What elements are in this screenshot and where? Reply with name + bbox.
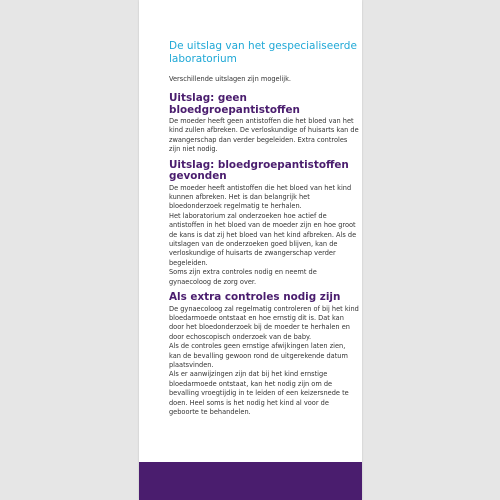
paragraph: De moeder heeft geen antistoffen die het bloed van het kind zullen afbreken. De verloskundige of huisarts kan de zwangerschap dan verder begeleiden. Extra controles zijn niet nodig. xyxy=(169,117,359,154)
paragraph: Het laboratorium zal onderzoeken hoe actief de antistoffen in het bloed van de moeder zijn en hoe groot de kans is dat zij het bloed van het kind afbreken. Als de uitslagen van de onderzoeken goed blijven, kan de verloskundige of huisarts de zwangerschap verder begeleiden. xyxy=(169,211,357,267)
document-page xyxy=(139,0,362,500)
section-heading-extra-controles: Als extra controles nodig zijn xyxy=(169,291,341,304)
document-content xyxy=(169,40,359,422)
section-heading-antistoffen-gevonden: Uitslag: bloedgroepantistoffen gevonden xyxy=(169,158,349,183)
paragraph: Als de controles geen ernstige afwijkingen laten zien, kan de bevalling gewoon rond de uitgerekende datum plaatsvinden. xyxy=(169,342,348,370)
paragraph: Als er aanwijzingen zijn dat bij het kind ernstige bloedarmoede ontstaat, kan het nodig zijn om de bevalling vroegtijdig in te leiden of een keizersnede te doen. Heel soms is het nodig het kind al voor de geboorte te behandelen. xyxy=(169,370,349,417)
section-body-geen-antistoffen xyxy=(169,117,359,155)
paragraph: Soms zijn extra controles nodig en neemt de gynaecoloog de zorg over. xyxy=(169,268,317,286)
intro-text: Verschillende uitslagen zijn mogelijk. xyxy=(169,75,292,83)
paragraph: De moeder heeft antistoffen die het bloed van het kind kunnen afbreken. Het is dan belangrijk het bloedonderzoek regelmatig te herhalen. xyxy=(169,183,352,211)
section-heading-geen-antistoffen: Uitslag: geen bloedgroepantistoffen xyxy=(169,92,300,116)
section-body-antistoffen-gevonden xyxy=(169,184,359,287)
section-body-extra-controles xyxy=(169,305,359,418)
footer-band xyxy=(139,462,362,500)
paragraph: De gynaecoloog zal regelmatig controleren of bij het kind bloedarmoede ontstaat en hoe ernstig dit is. Dat kan door het bloedonderzoek bij de moeder te herhalen en door echoscopisch onderzoek van de baby. xyxy=(169,304,359,341)
document-title: De uitslag van het gespecialiseerde laboratorium xyxy=(169,40,357,65)
